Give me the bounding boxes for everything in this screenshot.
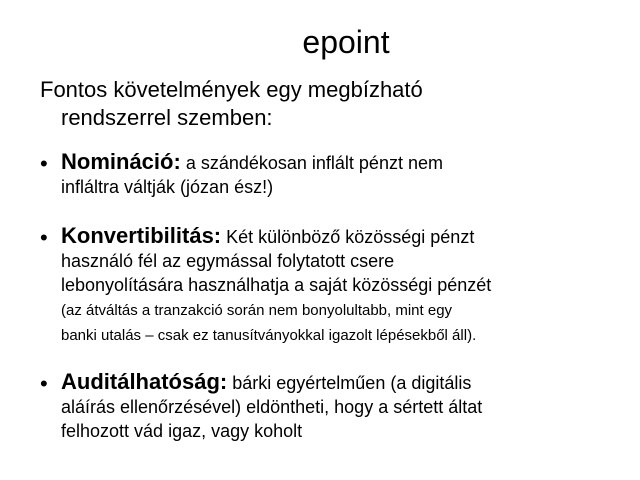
bullet-text-line-1: Két különböző közösségi pénzt (226, 227, 475, 247)
bullet-body (61, 150, 630, 199)
bullet-text-line-3: lebonyolítására használhatja a saját közösségi pénzét (61, 275, 492, 295)
bullet-konvertibilitas (40, 224, 630, 347)
intro-line-2: rendszerrel szemben: (61, 105, 273, 130)
bullet-dot-icon: • (40, 225, 48, 250)
intro-line-1: Fontos követelmények egy megbízható (40, 77, 423, 102)
bullet-term: Nomináció: (61, 149, 181, 174)
bullet-term: Auditálhatóság: (61, 369, 228, 394)
bullet-note-line-1: (az átváltás a tranzakció során nem bonyolultabb, mint egy (61, 302, 453, 319)
bullet-body (61, 370, 630, 443)
bullet-text-line-2: infláltra váltják (józan ész!) (61, 177, 274, 197)
bullet-text-line-2: használó fél az egymással folytatott csere (61, 251, 395, 271)
bullet-text-line-3: felhozott vád igaz, vagy koholt (61, 421, 303, 441)
bullet-text-line-2: aláírás ellenőrzésével) eldöntheti, hogy a sértett áltat (61, 397, 483, 417)
slide-title: epoint (302, 24, 390, 60)
bullet-dot-icon: • (40, 151, 48, 176)
bullet-nominacio (40, 150, 630, 199)
bullet-term: Konvertibilitás: (61, 223, 222, 248)
bullet-note-line-2: banki utalás – csak ez tanusítványokkal igazolt lépésekből áll). (61, 327, 477, 344)
intro-text (40, 76, 620, 132)
bullet-body (61, 224, 630, 347)
bullet-text-line-1: bárki egyértelműen (a digitális (232, 373, 472, 393)
bullet-auditalhatosag (40, 370, 630, 443)
bullet-dot-icon: • (40, 371, 48, 396)
bullet-text-line-1: a szándékosan inflált pénzt nem (185, 153, 443, 173)
